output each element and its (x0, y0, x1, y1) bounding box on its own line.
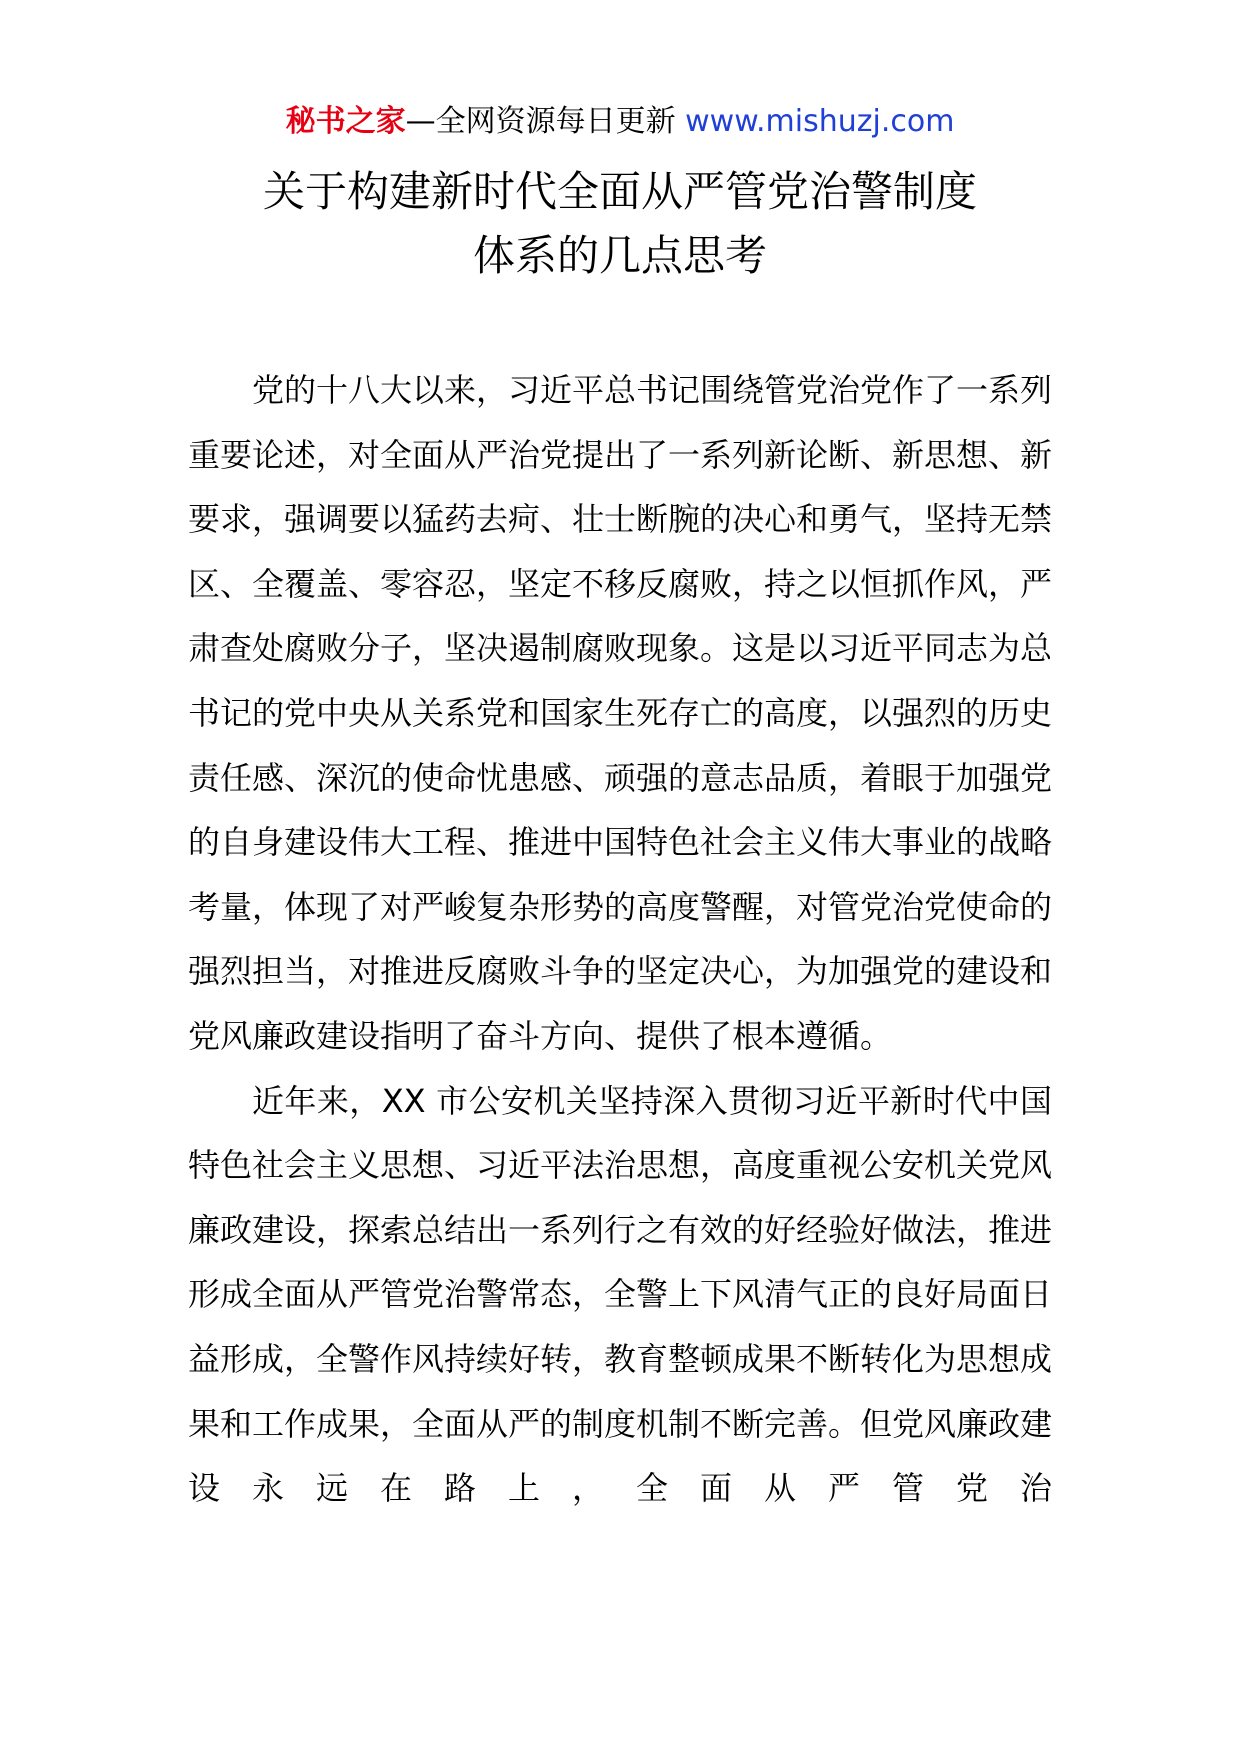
document-body (188, 358, 1052, 1521)
brand-name: 秘书之家 (285, 104, 406, 139)
paragraph-1: 党的十八大以来，习近平总书记围绕管党治党作了一系列重要论述，对全面从严治党提出了一系列新论断、新思想、新要求，强调要以猛药去疴、壮士断腕的决心和勇气，坚持无禁区、全覆盖、零容忍，坚定不移反腐败，持之以恒抓作风，严肃查处腐败分子，坚决遏制腐败现象。这是以习近平同志为总书记的党中央从关系党和国家生死存亡的高度，以强烈的历史责任感、深沉的使命忧患感、顽强的意志品质，着眼于加强党的自身建设伟大工程、推进中国特色社会主义伟大事业的战略考量，体现了对严峻复杂形势的高度警醒，对管党治党使命的强烈担当，对推进反腐败斗争的坚定决心，为加强党的建设和党风廉政建设指明了奋斗方向、提供了根本遵循。 (188, 371, 1053, 1055)
header-tagline: —全网资源每日更新 (405, 104, 686, 139)
title-line-2: 体系的几点思考 (472, 231, 767, 280)
title-line-1: 关于构建新时代全面从严管党治警制度 (262, 167, 977, 216)
paragraph-2: 近年来，XX 市公安机关坚持深入贯彻习近平新时代中国特色社会主义思想、习近平法治思想，高度重视公安机关党风廉政建设，探索总结出一系列行之有效的好经验好做法，推进形成全面从严管党治警常态，全警上下风清气正的良好局面日益形成，全警作风持续好转，教育整顿成果不断转化为思想成果和工作成果，全面从严的制度机制不断完善。但党风廉政建设永远在路上，全面从严管党治 (188, 1081, 1053, 1508)
site-header (0, 100, 1240, 144)
document-title (0, 160, 1240, 288)
site-url-link[interactable]: www.mishuzj.com (685, 104, 955, 139)
